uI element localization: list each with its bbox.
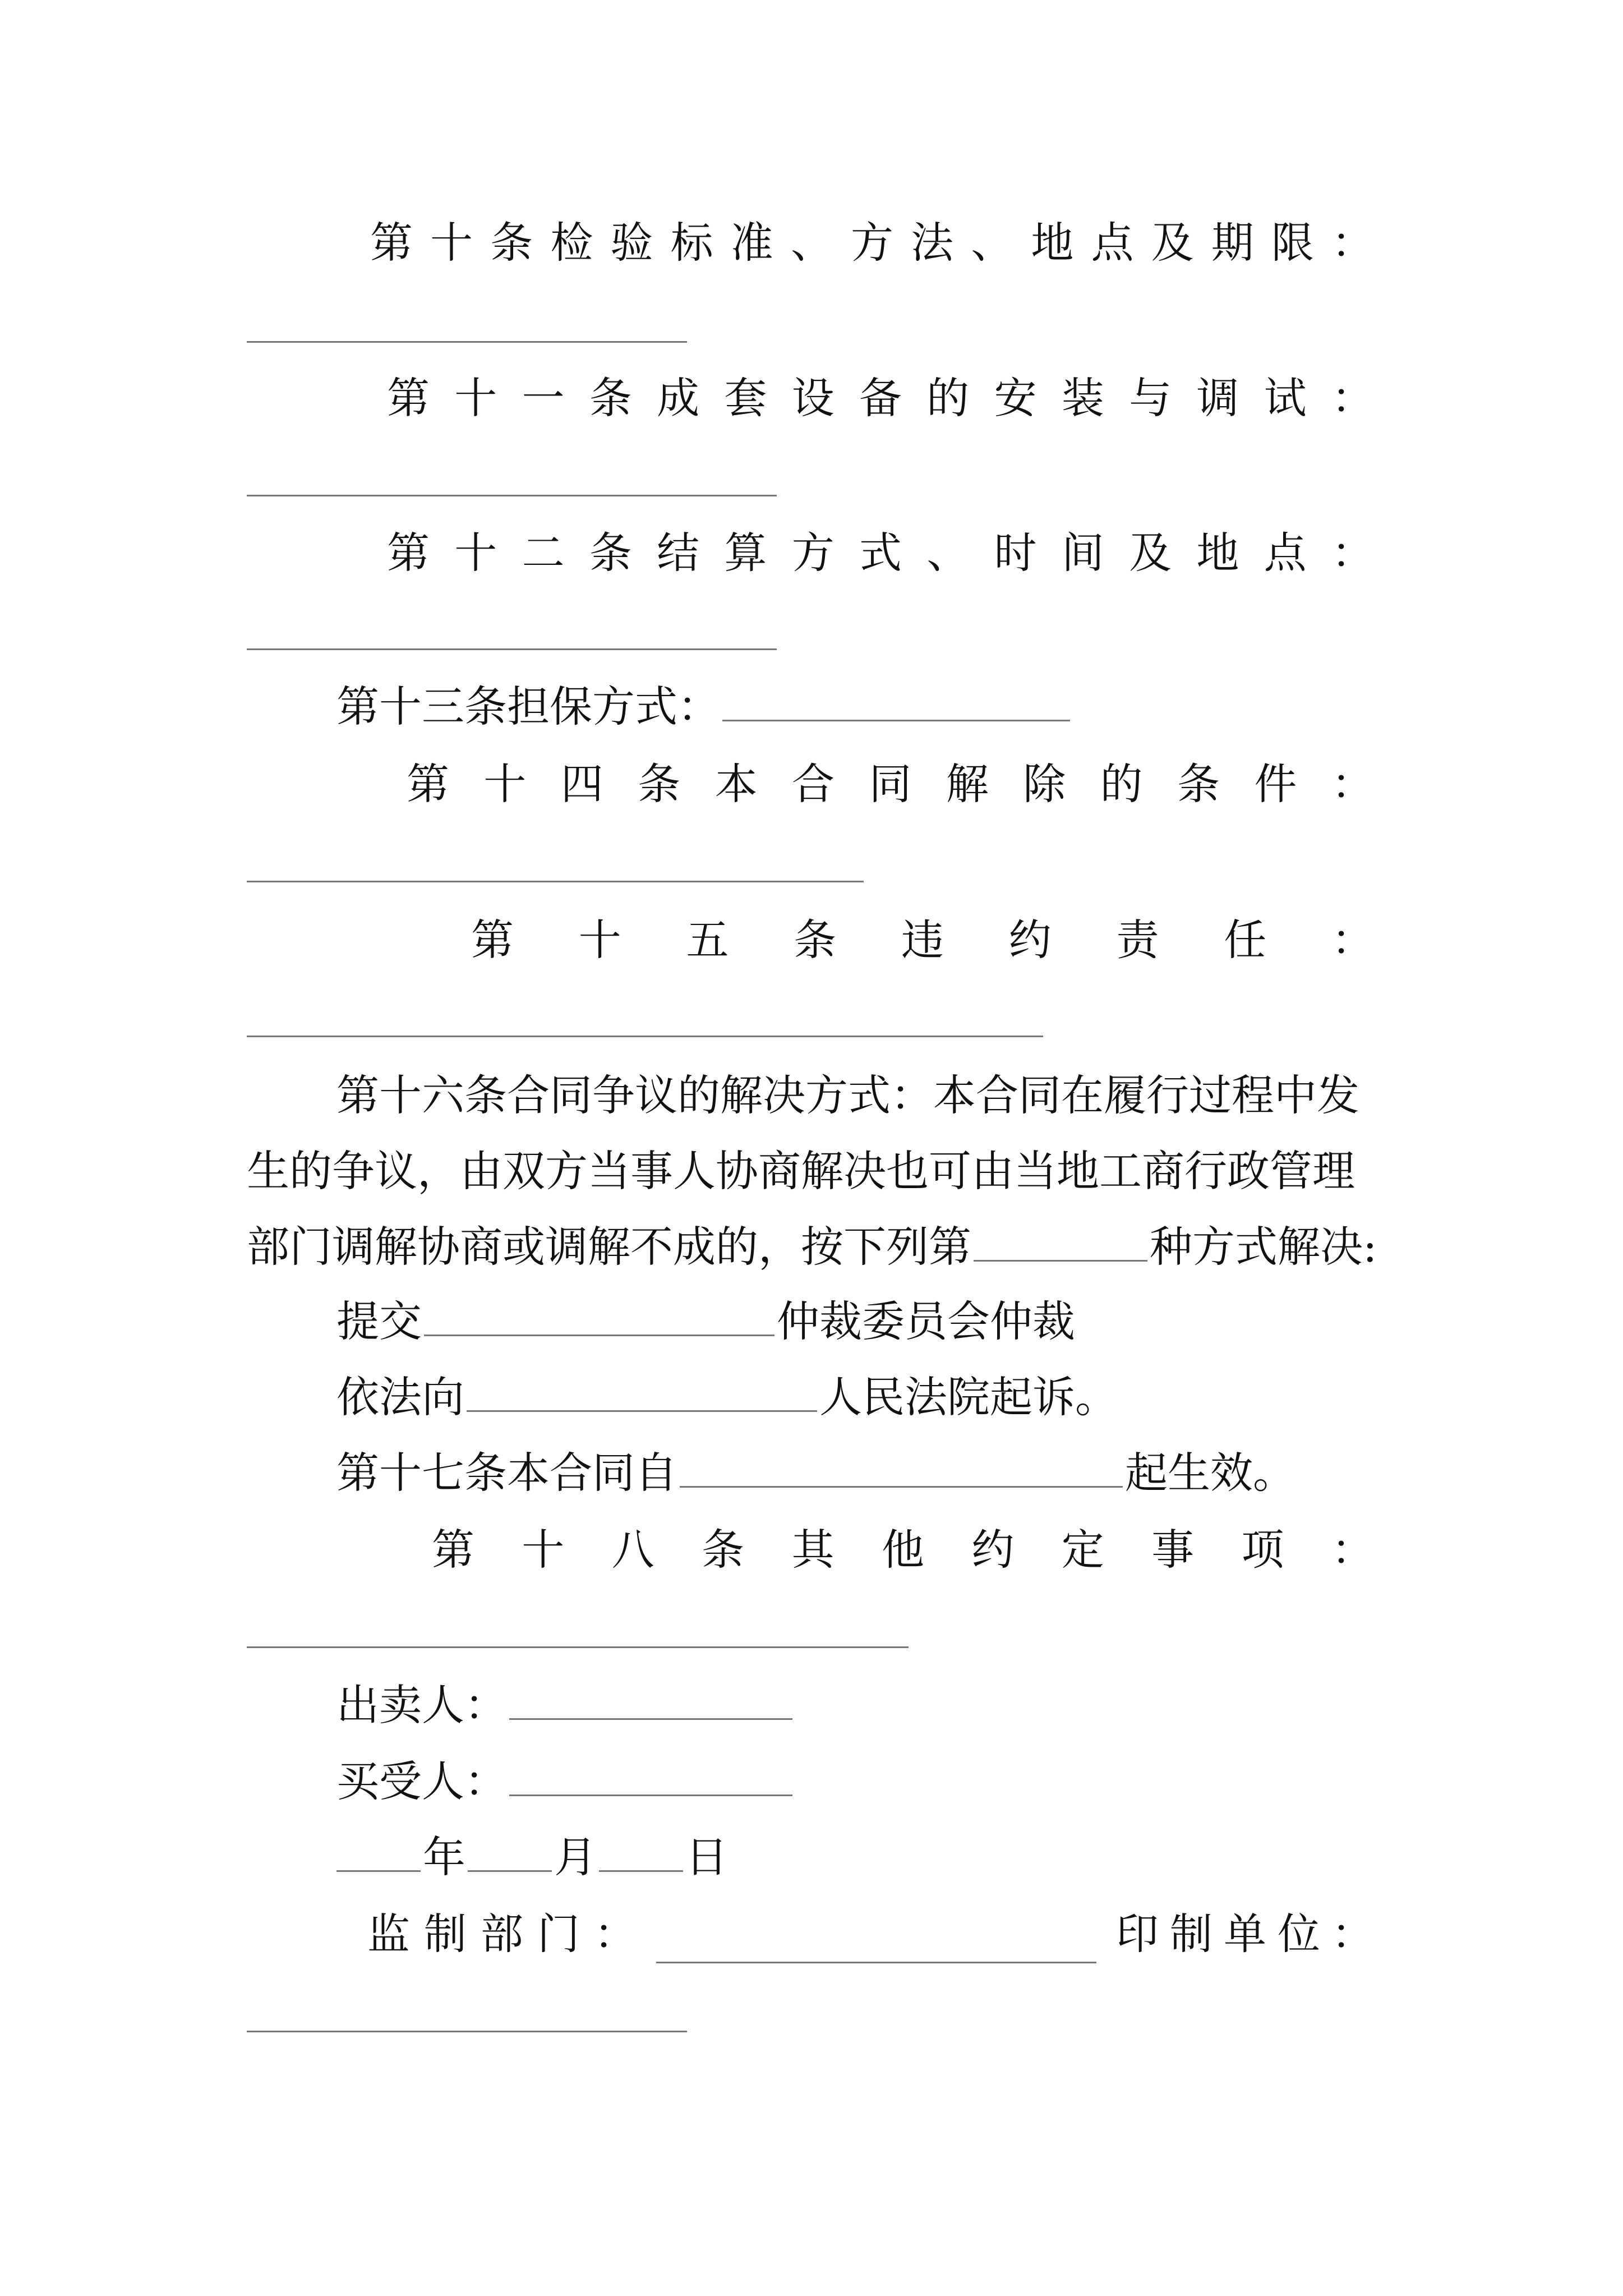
heading-char: 其 [791,1525,834,1575]
heading-char: 与 [1129,373,1172,423]
heading-char: 条 [589,528,632,578]
heading-char: 第 [432,1525,474,1575]
heading-char: 四 [560,759,603,809]
heading-char: 准 [730,218,773,268]
article-15-label [471,915,1374,965]
heading-char: 成 [657,373,700,423]
heading-char: 套 [724,373,767,423]
heading-char: 十 [430,218,473,268]
heading-char: 同 [869,759,912,809]
buyer-line [336,1756,795,1806]
article-12-blank[interactable] [247,648,777,650]
heading-char: 单 [1224,1909,1266,1959]
article-16-line-2: 生的争议，由双方当事人协商解决也可由当地工商行政管理 [247,1146,1355,1196]
heading-char: 事 [1151,1525,1195,1575]
heading-char: 期 [1211,218,1254,268]
article-16-option-2 [336,1372,1118,1422]
heading-char: 约 [971,1525,1015,1575]
article-16-option-1 [336,1296,1075,1346]
heading-char: 时 [994,528,1037,578]
article-17-line [336,1448,1295,1498]
article-11-label [387,373,1374,423]
heading-char: 制 [424,1909,467,1959]
heading-char: 间 [1061,528,1104,578]
heading-char: ： [1331,528,1374,578]
heading-char: 、 [926,528,970,578]
heading-char: 合 [792,759,835,809]
heading-char: 印 [1116,1909,1159,1959]
heading-char: 十 [454,528,497,578]
heading-char: 件 [1254,759,1297,809]
heading-char: 第 [370,218,413,268]
heading-char: 十 [578,915,621,965]
heading-char: 十 [522,1525,565,1575]
heading-char: 点 [1091,218,1134,268]
article-17-post: 起生效。 [1125,1448,1295,1498]
heading-char: 设 [791,373,834,423]
heading-char: ： [1331,218,1374,268]
heading-char: 监 [367,1909,410,1959]
buyer-blank[interactable] [509,1794,792,1796]
article-10-label [370,218,1374,268]
heading-char: 条 [794,915,837,965]
heading-char: 第 [471,915,514,965]
heading-char: 限 [1271,218,1314,268]
option-2-pre: 依法向 [336,1372,464,1422]
heading-char: 本 [714,759,758,809]
heading-char: 一 [522,373,565,423]
article-18-blank[interactable] [247,1646,909,1648]
heading-char: 第 [387,373,430,423]
article-15-blank[interactable] [247,1036,1043,1037]
heading-char: 的 [1100,759,1143,809]
year-label: 年 [423,1832,465,1882]
article-16-method-blank[interactable] [974,1259,1147,1262]
article-10-blank[interactable] [247,341,687,343]
heading-char: ： [1331,915,1374,965]
buyer-label: 买受人： [336,1756,507,1806]
heading-char: 结 [657,528,700,578]
printer-label [1116,1909,1374,1959]
heading-char: 及 [1151,218,1194,268]
heading-char: 试 [1264,373,1307,423]
article-14-label [407,759,1374,809]
heading-char: 八 [611,1525,654,1575]
heading-char: 条 [702,1525,745,1575]
heading-char: 条 [589,373,632,423]
year-blank[interactable] [336,1870,421,1872]
heading-char: 、 [790,218,833,268]
article-12-label [387,528,1374,578]
heading-char: 第 [407,759,449,809]
heading-char: 二 [522,528,565,578]
seller-blank[interactable] [509,1718,792,1720]
heading-char: ： [1331,1909,1374,1959]
heading-char: 违 [901,915,944,965]
heading-char: 的 [926,373,970,423]
heading-char: 第 [387,528,430,578]
supervisor-label [367,1909,637,1959]
month-blank[interactable] [468,1870,552,1872]
heading-char: 式 [859,528,902,578]
article-18-label [432,1525,1374,1575]
article-14-blank[interactable] [247,881,864,882]
heading-char: 备 [859,373,902,423]
supervisor-blank[interactable] [656,1962,1096,1963]
option-1-pre: 提交 [336,1296,422,1346]
heading-char: 责 [1116,915,1159,965]
article-16-line-3-post: 种方式解决: [1150,1222,1377,1272]
heading-char: 方 [851,218,893,268]
heading-char: 条 [1177,759,1220,809]
heading-char: 验 [610,218,653,268]
heading-char: ： [594,1909,637,1959]
heading-char: 及 [1129,528,1172,578]
month-label: 月 [554,1832,597,1882]
heading-char: 方 [791,528,834,578]
heading-char: 除 [1023,759,1066,809]
day-label: 日 [685,1832,728,1882]
heading-char: 算 [724,528,767,578]
heading-char: 点 [1264,528,1307,578]
seller-label: 出卖人： [336,1680,507,1730]
heading-char: 检 [550,218,593,268]
article-13-blank[interactable] [722,719,1070,721]
option-2-post: 人民法院起诉。 [819,1372,1118,1422]
heading-char: ： [1331,1525,1374,1575]
heading-char: 项 [1241,1525,1284,1575]
day-blank[interactable] [599,1870,683,1872]
heading-char: 他 [881,1525,924,1575]
heading-char: 五 [686,915,729,965]
heading-char: ： [1331,759,1374,809]
heading-char: 门 [537,1909,580,1959]
heading-char: 十 [483,759,527,809]
heading-char: 地 [1031,218,1074,268]
heading-char: 装 [1061,373,1104,423]
heading-char: 位 [1278,1909,1320,1959]
heading-char: 、 [971,218,1014,268]
heading-char: 十 [454,373,497,423]
heading-char: 约 [1008,915,1052,965]
heading-char: 解 [946,759,989,809]
article-17-pre: 第十七条本合同自 [336,1448,677,1498]
heading-char: 任 [1224,915,1267,965]
heading-char: 制 [1170,1909,1212,1959]
article-13-line [336,682,1072,731]
printer-blank[interactable] [247,2031,687,2032]
heading-char: 部 [481,1909,523,1959]
option-1-post: 仲裁委员会仲裁 [777,1296,1075,1346]
heading-char: 法 [911,218,954,268]
heading-char: 条 [638,759,681,809]
heading-char: 安 [994,373,1037,423]
heading-char: 标 [670,218,713,268]
heading-char: 地 [1196,528,1239,578]
heading-char: ： [1331,373,1374,423]
effective-date-blank[interactable] [680,1485,1123,1488]
heading-char: 条 [490,218,533,268]
court-blank[interactable] [467,1410,817,1412]
seller-line [336,1680,795,1730]
heading-char: 调 [1196,373,1239,423]
article-13-label: 第十三条担保方式： [336,682,720,731]
article-16-line-3-pre: 部门调解协商或调解不成的，按下列第 [247,1222,971,1272]
article-16-line-3 [247,1222,1377,1272]
heading-char: 定 [1061,1525,1104,1575]
arbitration-committee-blank[interactable] [424,1334,774,1336]
article-16-line-1: 第十六条合同争议的解决方式：本合同在履行过程中发 [336,1070,1359,1120]
article-11-blank[interactable] [247,495,777,496]
date-line [336,1832,728,1882]
